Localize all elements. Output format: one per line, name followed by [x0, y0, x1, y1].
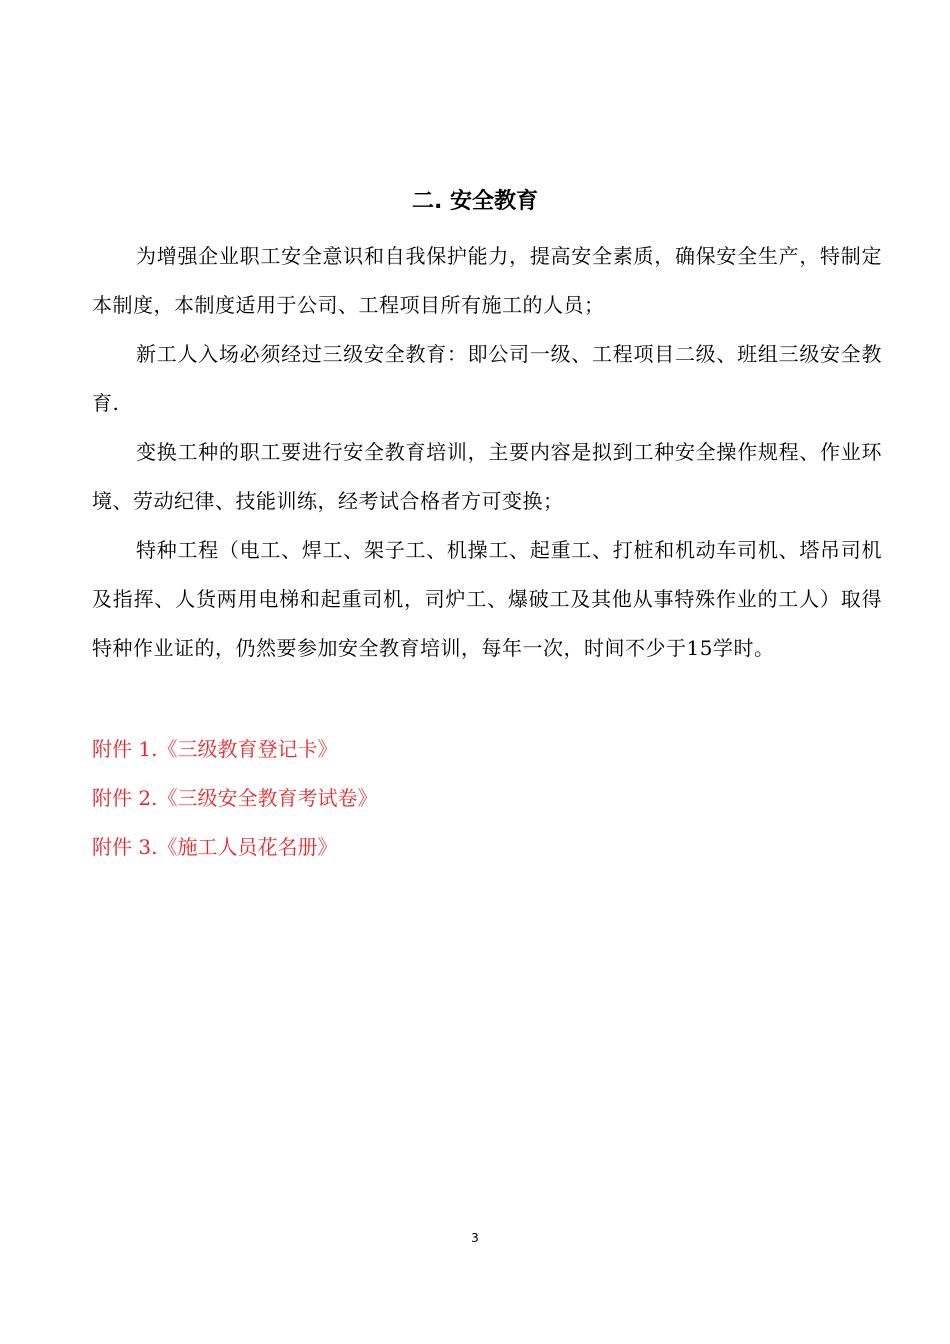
attachment-item: 附件 3.《施工人员花名册》 — [92, 835, 338, 859]
attachment-item: 附件 1.《三级教育登记卡》 — [92, 737, 338, 761]
paragraph-job-change: 变换工种的职工要进行安全教育培训，主要内容是拟到工种安全操作规程、作业环境、劳动纪律、技能训练，经考试合格者方可变换； — [92, 440, 882, 513]
page-number: 3 — [471, 1231, 479, 1245]
paragraph-new-workers: 新工人入场必须经过三级安全教育：即公司一级、工程项目二级、班组三级安全教育. — [92, 342, 882, 415]
paragraph-purpose: 为增强企业职工安全意识和自我保护能力，提高安全素质，确保安全生产，特制定本制度，本制度适用于公司、工程项目所有施工的人员； — [92, 244, 882, 317]
section-heading: 二. 安全教育 — [411, 189, 539, 214]
body-text — [92, 232, 882, 673]
paragraph-special-trades: 特种工程（电工、焊工、架子工、机操工、起重工、打桩和机动车司机、塔吊司机及指挥、人货两用电梯和起重司机，司炉工、爆破工及其他从事特殊作业的工人）取得特种作业证的，仍然要参加安全教育培训，每年一次，时间不少于15学时。 — [92, 538, 882, 660]
attachment-item: 附件 2.《三级安全教育考试卷》 — [92, 786, 378, 810]
attachment-list — [92, 725, 882, 872]
